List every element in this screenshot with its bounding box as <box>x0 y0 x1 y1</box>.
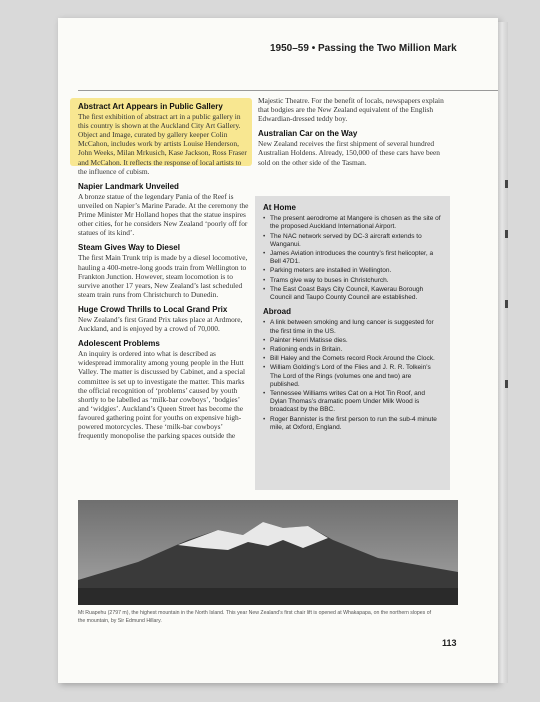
left-column <box>78 96 250 444</box>
list-item: • Roger Bannister is the first person to run the sub-4 minute mile, at Oxford, England. <box>270 416 442 432</box>
list-item: • The NAC network served by DC-3 aircraft extends to Wanganui. <box>270 233 442 249</box>
mountain-photo <box>78 500 458 605</box>
photo-caption: Mt Ruapehu (2797 m), the highest mountain in the North Island. This year New Zealand’s first chair lift is opened at Whakapapa, on the northern slopes of the mountain, by Sir Edmund Hillary. <box>78 610 432 624</box>
list-item: • James Aviation introduces the country’s first helicopter, a Bell 47D1. <box>270 250 442 266</box>
list-item: • A link between smoking and lung cancer is suggested for the first time in the US. <box>270 319 442 335</box>
section-text-napier: A bronze statue of the legendary Pania of the Reef is unveiled on Napier’s Marine Parade. At the ceremony the Prime Minister Mr Holland hopes that the statue inspires other cities, for he considers New Zealand ‘poorly off for statues of its kind’. <box>78 191 249 238</box>
list-item: • Rationing ends in Britain. <box>270 346 442 354</box>
section-text-grandprix: New Zealand’s first Grand Prix takes place at Ardmore, Auckland, and is enjoyed by a crowd of 70,000. <box>78 314 243 334</box>
list-item: • Parking meters are installed in Wellington. <box>270 267 442 275</box>
list-item: • The East Coast Bays City Council, Kawerau Borough Council and Taupo County Council are established. <box>270 286 442 302</box>
sidebar-box <box>255 196 450 490</box>
edge-tab-mark <box>505 380 508 388</box>
section-text-steam: The first Main Trunk trip is made by a diesel locomotive, hauling a 400-metre-long goods train from Wellington to Frankton Junction. However, steam locomotion is to survive another 17 years, New Zealand’s last scheduled steam train runs from Christchurch to Dunedin. <box>78 253 248 299</box>
right-column <box>258 96 450 171</box>
section-text-abstract: The first exhibition of abstract art in a public gallery in this country is shown at the Auckland City Art Gallery. Object and Image, curated by gallery keeper Colin McCahon, includes work by artists Louise Henderson, John Weeks, Milan Mrkusich, Kase Jackson, Ross Fraser and McCahon. It reflects the response of local artists to the influence of cubism. <box>78 112 247 176</box>
section-title-abstract: Abstract Art Appears in Public Gallery <box>78 102 223 111</box>
list-item: • William Golding’s Lord of the Flies and J. R. R. Tolkein’s The Lord of the Rings (volumes one and two) are published. <box>270 364 442 389</box>
section-title-adolescent: Adolescent Problems <box>78 339 160 349</box>
continued-text: Majestic Theatre. For the benefit of locals, newspapers explain that bodgies are the New Zealand equivalent of the English Edwardian-dressed teddy boy. <box>258 96 444 124</box>
running-header: 1950–59 • Passing the Two Million Mark <box>270 43 457 54</box>
section-title-grandprix: Huge Crowd Thrills to Local Grand Prix <box>78 304 228 314</box>
section-text-adolescent: An inquiry is ordered into what is described as widespread immorality among young people in the Hutt Valley. The matter is discussed by Cabinet, and a special committee is set up to investigate the matter. This marks the official recognition of ‘problems’ caused by youth shortly to be labelled as ‘milk-bar cowboys’, ‘bodgies’ and ‘widgies’. Auckland’s Queen Street has become the favoured gathering point for youths on expensive high-powered motorcycles. These ‘milk-bar cowboys’ frequently monopolise the parking spaces outside the <box>78 349 246 441</box>
list-item: • The present aerodrome at Mangere is chosen as the site of the proposed Auckland International Airport. <box>270 215 442 231</box>
section-title-steam: Steam Gives Way to Diesel <box>78 243 180 253</box>
list-item: • Painter Henri Matisse dies. <box>270 337 442 345</box>
section-title-car: Australian Car on the Way <box>258 129 358 139</box>
edge-tab-mark <box>505 180 508 188</box>
home-list <box>263 215 442 302</box>
list-item: • Bill Haley and the Comets record Rock Around the Clock. <box>270 355 442 363</box>
edge-tab-mark <box>505 230 508 238</box>
page-number: 113 <box>442 638 457 648</box>
header-rule <box>78 90 498 91</box>
edge-tab-mark <box>505 300 508 308</box>
list-item: • Tennessee Williams writes Cat on a Hot Tin Roof, and Dylan Thomas’s dramatic poem Under Milk Wood is broadcast by the BBC. <box>270 390 442 415</box>
section-text-car: New Zealand receives the first shipment of several hundred Australian Holdens. Already, 150,000 of these cars have been sold on the other side of the Tasman. <box>258 139 440 167</box>
section-title-napier: Napier Landmark Unveiled <box>78 181 179 191</box>
list-item: • Trams give way to buses in Christchurch. <box>270 277 442 285</box>
page-edge <box>498 22 508 683</box>
box-title-home: At Home <box>263 203 296 212</box>
box-title-abroad: Abroad <box>263 307 291 317</box>
abroad-list <box>263 319 442 432</box>
